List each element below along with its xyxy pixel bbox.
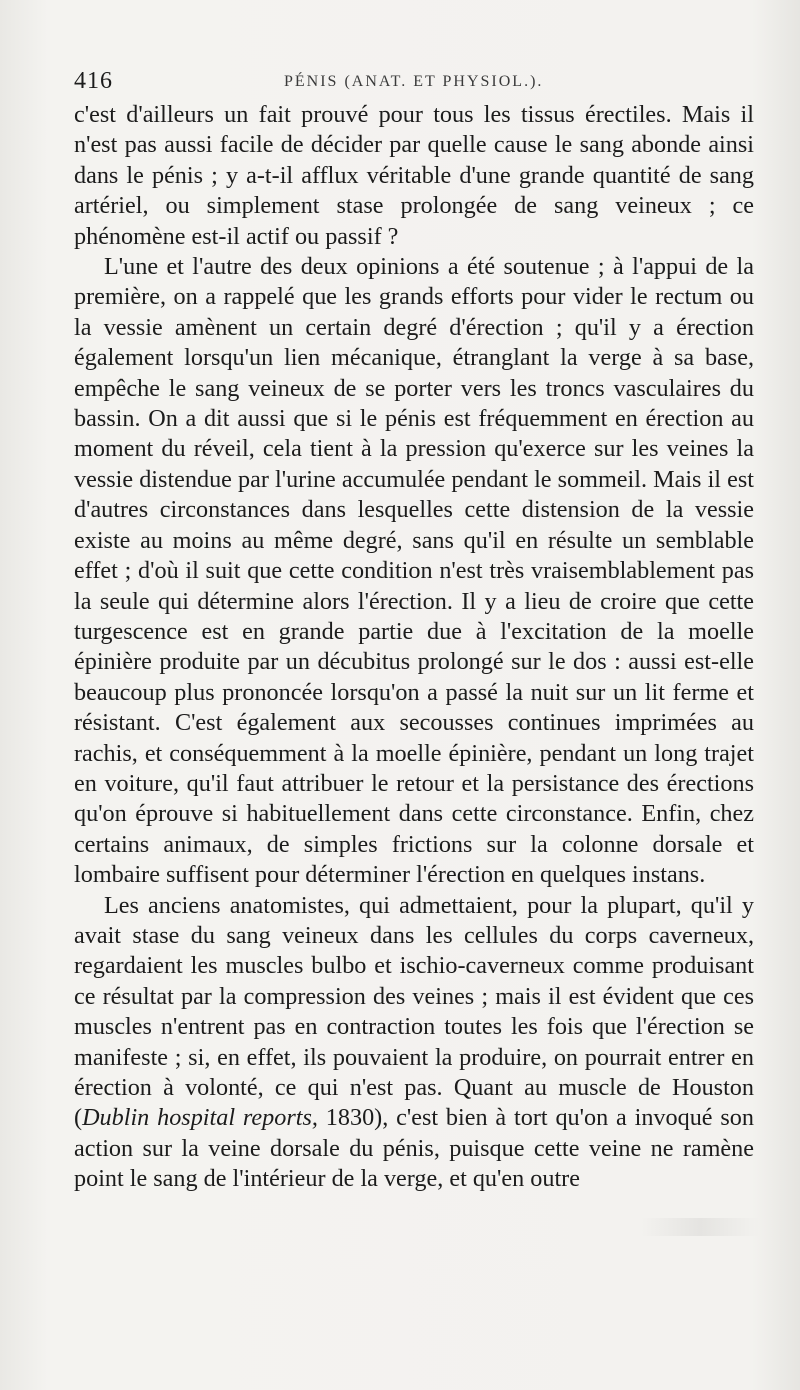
page-header <box>74 68 754 98</box>
citation-italic: Dublin hospital reports, <box>82 1104 318 1132</box>
show-through-bleed <box>640 1218 760 1236</box>
running-head: PÉNIS (ANAT. ET PHYSIOL.). <box>284 73 544 90</box>
paragraph-text: L'une et l'autre des deux opinions a été soutenue ; à l'appui de la première, on a rappelé que les grands efforts pour vider le rectum ou la vessie amènent un certain degré d'érection ; qu'il y a érection également lorsqu'un lien mécanique, étranglant la verge à sa base, empêche le sang veineux de se porter vers les troncs vasculaires du bassin. On a dit aussi que si le pénis est fréquemment en érection au moment du réveil, cela tient à la pression qu'exerce sur les veines la vessie distendue par l'urine accumulée pendant le sommeil. Mais il est d'autres circonstances dans lesquelles cette distension de la vessie existe au moins au même degré, sans qu'il en résulte un semblable effet ; d'où il suit que cette condition n'est très vraisemblablement pas la seule qui détermine alors l'érection. Il y a lieu de croire que cette turgescence est en grande partie due à l'excitation de la moelle épinière produite par un décubitus prolongé sur le dos : aussi est-elle beaucoup plus prononcée lorsqu'on a passé la nuit sur un lit ferme et résistant. C'est également aux secousses continues imprimées au rachis, et conséquemment à la moelle épinière, pendant un long trajet en voiture, qu'il faut attribuer le retour et la persistance des érections qu'on éprouve si habituellement dans cette circonstance. Enfin, chez certains animaux, de simples frictions sur la colonne dorsale et lombaire suffisent pour déterminer l'érection en quelques instans. <box>74 253 754 889</box>
paragraph <box>74 100 754 252</box>
paragraph <box>74 891 754 1195</box>
paragraph-text: Les anciens anatomistes, qui admettaient, pour la plupart, qu'il y avait stase du sang veineux dans les cellules du corps caverneux, regardaient les muscles bulbo et ischio-caverneux comme produisant ce résultat par la compression des veines ; mais il est évident que ces muscles n'entrent pas en contraction toutes les fois que l'érection se manifeste ; si, en effet, ils pouvaient la produire, on pourrait entrer en érection à volonté, ce qui n'est pas. Quant au muscle de Houston ( <box>74 891 754 1132</box>
paragraph <box>74 252 754 891</box>
page-number: 416 <box>74 68 113 94</box>
body-text <box>74 100 754 1195</box>
paragraph-text: c'est d'ailleurs un fait prouvé pour tous les tissus érectiles. Mais il n'est pas aussi facile de décider par quelle cause le sang abonde ainsi dans le pénis ; y a-t-il afflux véritable d'une grande quantité de sang artériel, ou simplement stase prolongée de sang veineux ; ce phénomène est-il actif ou passif ? <box>74 101 754 250</box>
paragraph-text: 1830), c'est bien à tort qu'on a invoqué son action sur la veine dorsale du pénis, puisque cette veine ne ramène point le sang de l'intérieur de la verge, et qu'en outre <box>74 1104 754 1193</box>
